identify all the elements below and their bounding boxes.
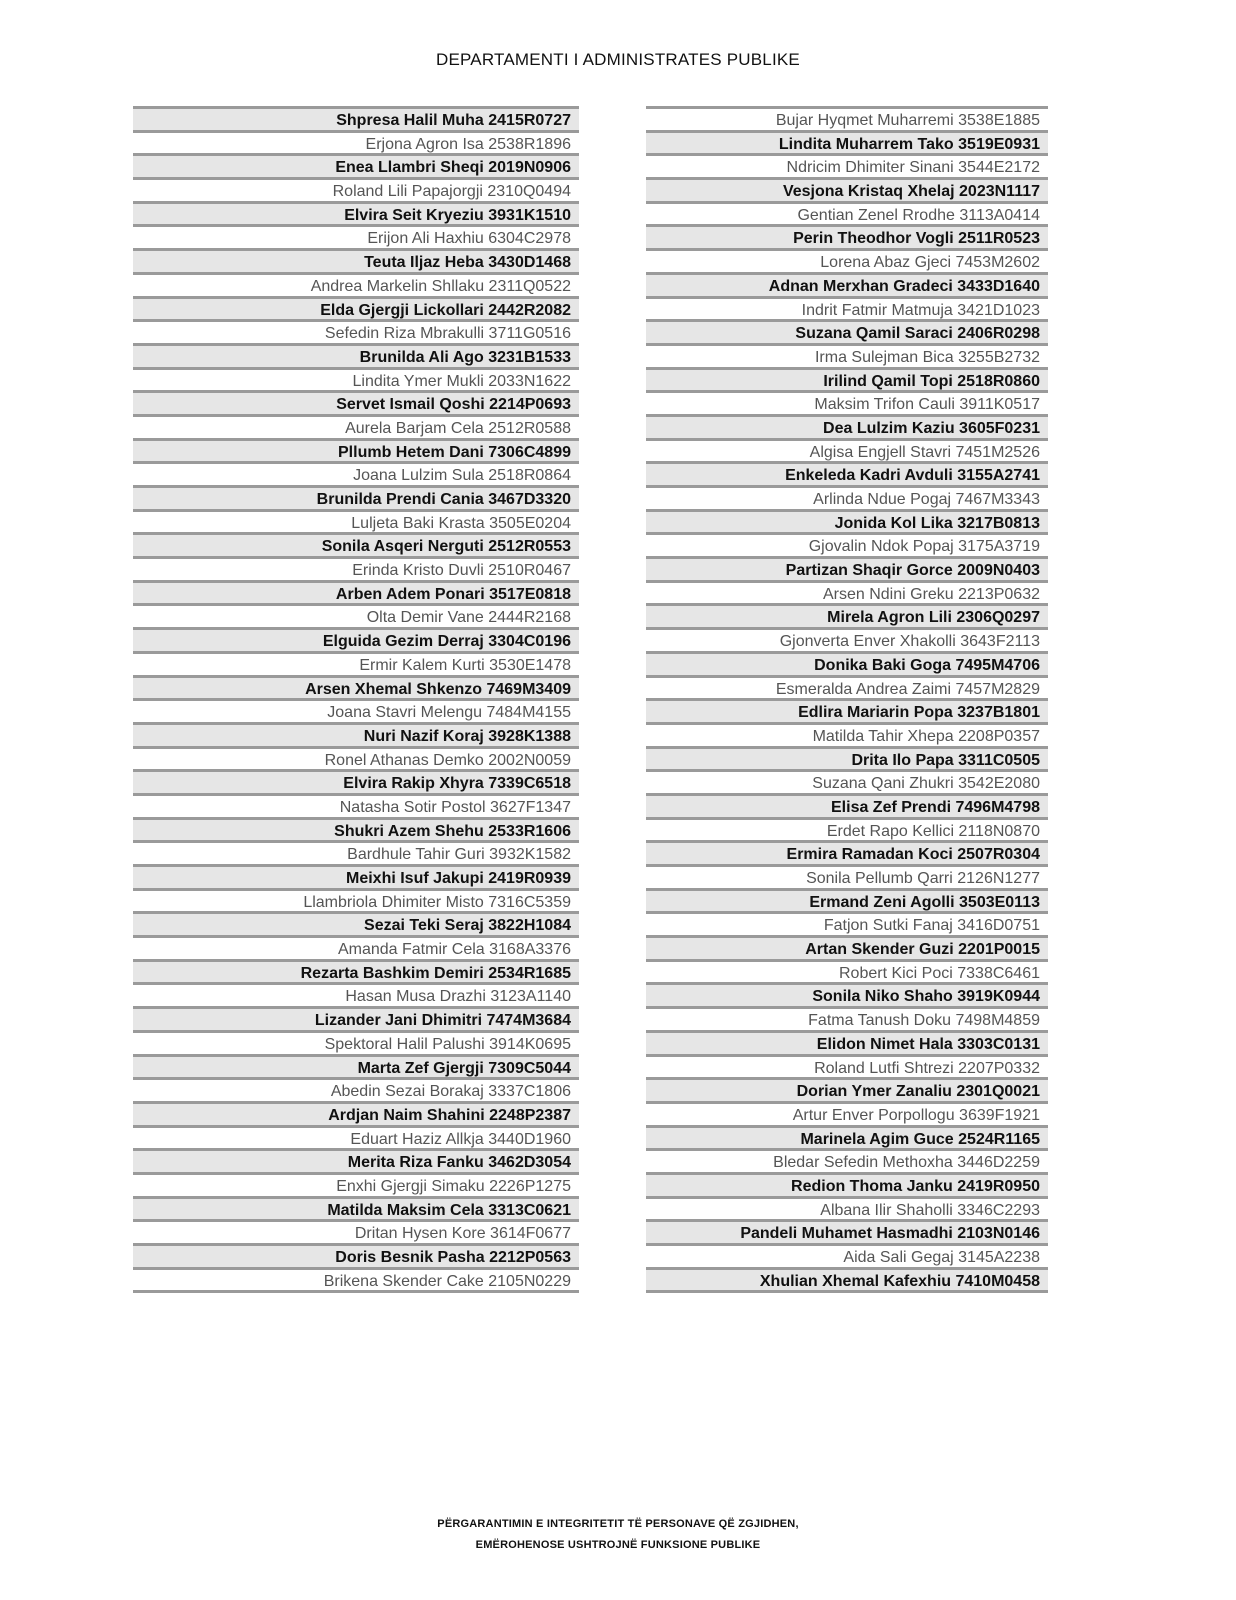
list-item: Aida Sali Gegaj 3145A2238 xyxy=(646,1246,1048,1270)
list-item: Servet Ismail Qoshi 2214P0693 xyxy=(133,393,579,417)
list-item: Brunilda Ali Ago 3231B1533 xyxy=(133,346,579,370)
list-item: Elvira Rakip Xhyra 7339C6518 xyxy=(133,772,579,796)
list-item: Shpresa Halil Muha 2415R0727 xyxy=(133,109,579,133)
list-item: Natasha Sotir Postol 3627F1347 xyxy=(133,796,579,820)
list-item: Ermira Ramadan Koci 2507R0304 xyxy=(646,843,1048,867)
list-item: Joana Lulzim Sula 2518R0864 xyxy=(133,464,579,488)
right-name-list xyxy=(646,106,1048,1293)
list-item: Elguida Gezim Derraj 3304C0196 xyxy=(133,630,579,654)
list-item: Andrea Markelin Shllaku 2311Q0522 xyxy=(133,275,579,299)
list-item: Joana Stavri Melengu 7484M4155 xyxy=(133,701,579,725)
list-item: Sonila Pellumb Qarri 2126N1277 xyxy=(646,867,1048,891)
list-item: Xhulian Xhemal Kafexhiu 7410M0458 xyxy=(646,1270,1048,1294)
list-item: Enea Llambri Sheqi 2019N0906 xyxy=(133,156,579,180)
footer-line-1: PËRGARANTIMIN E INTEGRITETIT TË PERSONAVE QË ZGJIDHEN, xyxy=(437,1518,799,1530)
list-item: Arben Adem Ponari 3517E0818 xyxy=(133,583,579,607)
list-item: Llambriola Dhimiter Misto 7316C5359 xyxy=(133,891,579,915)
list-item: Jonida Kol Lika 3217B0813 xyxy=(646,512,1048,536)
list-item: Aurela Barjam Cela 2512R0588 xyxy=(133,417,579,441)
list-item: Arlinda Ndue Pogaj 7467M3343 xyxy=(646,488,1048,512)
list-item: Ronel Athanas Demko 2002N0059 xyxy=(133,749,579,773)
list-item: Lindita Ymer Mukli 2033N1622 xyxy=(133,370,579,394)
list-item: Merita Riza Fanku 3462D3054 xyxy=(133,1151,579,1175)
list-item: Elidon Nimet Hala 3303C0131 xyxy=(646,1033,1048,1057)
list-item: Abedin Sezai Borakaj 3337C1806 xyxy=(133,1080,579,1104)
list-item: Gjovalin Ndok Popaj 3175A3719 xyxy=(646,535,1048,559)
list-item: Amanda Fatmir Cela 3168A3376 xyxy=(133,938,579,962)
list-item: Arsen Ndini Greku 2213P0632 xyxy=(646,583,1048,607)
list-item: Erdet Rapo Kellici 2118N0870 xyxy=(646,820,1048,844)
list-item: Erijon Ali Haxhiu 6304C2978 xyxy=(133,227,579,251)
list-item: Irilind Qamil Topi 2518R0860 xyxy=(646,370,1048,394)
list-item: Adnan Merxhan Gradeci 3433D1640 xyxy=(646,275,1048,299)
list-item: Ndricim Dhimiter Sinani 3544E2172 xyxy=(646,156,1048,180)
list-item: Matilda Maksim Cela 3313C0621 xyxy=(133,1199,579,1223)
list-item: Luljeta Baki Krasta 3505E0204 xyxy=(133,512,579,536)
list-item: Arsen Xhemal Shkenzo 7469M3409 xyxy=(133,678,579,702)
list-item: Vesjona Kristaq Xhelaj 2023N1117 xyxy=(646,180,1048,204)
list-item: Mirela Agron Lili 2306Q0297 xyxy=(646,606,1048,630)
list-item: Roland Lili Papajorgji 2310Q0494 xyxy=(133,180,579,204)
footer-line-2: EMËROHENOSE USHTROJNË FUNKSIONE PUBLIKE xyxy=(475,1539,761,1551)
list-item: Nuri Nazif Koraj 3928K1388 xyxy=(133,725,579,749)
list-item: Teuta Iljaz Heba 3430D1468 xyxy=(133,251,579,275)
list-item: Enkeleda Kadri Avduli 3155A2741 xyxy=(646,464,1048,488)
list-item: Redion Thoma Janku 2419R0950 xyxy=(646,1175,1048,1199)
list-item: Suzana Qani Zhukri 3542E2080 xyxy=(646,772,1048,796)
list-item: Sonila Asqeri Nerguti 2512R0553 xyxy=(133,535,579,559)
list-item: Lizander Jani Dhimitri 7474M3684 xyxy=(133,1009,579,1033)
list-item: Irma Sulejman Bica 3255B2732 xyxy=(646,346,1048,370)
list-item: Dorian Ymer Zanaliu 2301Q0021 xyxy=(646,1080,1048,1104)
list-item: Marta Zef Gjergji 7309C5044 xyxy=(133,1057,579,1081)
list-item: Artan Skender Guzi 2201P0015 xyxy=(646,938,1048,962)
list-item: Pllumb Hetem Dani 7306C4899 xyxy=(133,441,579,465)
page-footer xyxy=(0,1514,1236,1556)
list-item: Enxhi Gjergji Simaku 2226P1275 xyxy=(133,1175,579,1199)
list-item: Dea Lulzim Kaziu 3605F0231 xyxy=(646,417,1048,441)
list-item: Sonila Niko Shaho 3919K0944 xyxy=(646,985,1048,1009)
list-item: Roland Lutfi Shtrezi 2207P0332 xyxy=(646,1057,1048,1081)
list-item: Ermand Zeni Agolli 3503E0113 xyxy=(646,891,1048,915)
list-item: Bujar Hyqmet Muharremi 3538E1885 xyxy=(646,109,1048,133)
list-item: Donika Baki Goga 7495M4706 xyxy=(646,654,1048,678)
list-item: Suzana Qamil Saraci 2406R0298 xyxy=(646,322,1048,346)
list-item: Maksim Trifon Cauli 3911K0517 xyxy=(646,393,1048,417)
list-item: Edlira Mariarin Popa 3237B1801 xyxy=(646,701,1048,725)
list-item: Shukri Azem Shehu 2533R1606 xyxy=(133,820,579,844)
list-item: Ardjan Naim Shahini 2248P2387 xyxy=(133,1104,579,1128)
list-item: Marinela Agim Guce 2524R1165 xyxy=(646,1128,1048,1152)
document-title: DEPARTAMENTI I ADMINISTRATES PUBLIKE xyxy=(436,50,800,69)
list-item: Bledar Sefedin Methoxha 3446D2259 xyxy=(646,1151,1048,1175)
list-item: Drita Ilo Papa 3311C0505 xyxy=(646,749,1048,773)
list-item: Elisa Zef Prendi 7496M4798 xyxy=(646,796,1048,820)
list-item: Algisa Engjell Stavri 7451M2526 xyxy=(646,441,1048,465)
list-item: Partizan Shaqir Gorce 2009N0403 xyxy=(646,559,1048,583)
list-item: Erjona Agron Isa 2538R1896 xyxy=(133,133,579,157)
list-item: Fatjon Sutki Fanaj 3416D0751 xyxy=(646,914,1048,938)
list-item: Erinda Kristo Duvli 2510R0467 xyxy=(133,559,579,583)
left-name-list xyxy=(133,106,579,1293)
list-item: Brikena Skender Cake 2105N0229 xyxy=(133,1270,579,1294)
list-item: Elda Gjergji Lickollari 2442R2082 xyxy=(133,299,579,323)
list-item: Robert Kici Poci 7338C6461 xyxy=(646,962,1048,986)
list-item: Rezarta Bashkim Demiri 2534R1685 xyxy=(133,962,579,986)
list-item: Sezai Teki Seraj 3822H1084 xyxy=(133,914,579,938)
list-item: Indrit Fatmir Matmuja 3421D1023 xyxy=(646,299,1048,323)
list-item: Gjonverta Enver Xhakolli 3643F2113 xyxy=(646,630,1048,654)
list-item: Brunilda Prendi Cania 3467D3320 xyxy=(133,488,579,512)
list-item: Matilda Tahir Xhepa 2208P0357 xyxy=(646,725,1048,749)
list-item: Albana Ilir Shaholli 3346C2293 xyxy=(646,1199,1048,1223)
list-item: Pandeli Muhamet Hasmadhi 2103N0146 xyxy=(646,1222,1048,1246)
list-item: Fatma Tanush Doku 7498M4859 xyxy=(646,1009,1048,1033)
list-item: Bardhule Tahir Guri 3932K1582 xyxy=(133,843,579,867)
list-item: Spektoral Halil Palushi 3914K0695 xyxy=(133,1033,579,1057)
list-item: Elvira Seit Kryeziu 3931K1510 xyxy=(133,204,579,228)
list-item: Lindita Muharrem Tako 3519E0931 xyxy=(646,133,1048,157)
list-item: Gentian Zenel Rrodhe 3113A0414 xyxy=(646,204,1048,228)
list-item: Lorena Abaz Gjeci 7453M2602 xyxy=(646,251,1048,275)
list-item: Artur Enver Porpollogu 3639F1921 xyxy=(646,1104,1048,1128)
list-item: Dritan Hysen Kore 3614F0677 xyxy=(133,1222,579,1246)
list-item: Perin Theodhor Vogli 2511R0523 xyxy=(646,227,1048,251)
list-item: Hasan Musa Drazhi 3123A1140 xyxy=(133,985,579,1009)
list-item: Ermir Kalem Kurti 3530E1478 xyxy=(133,654,579,678)
list-item: Eduart Haziz Allkja 3440D1960 xyxy=(133,1128,579,1152)
list-item: Sefedin Riza Mbrakulli 3711G0516 xyxy=(133,322,579,346)
list-item: Olta Demir Vane 2444R2168 xyxy=(133,606,579,630)
list-item: Meixhi Isuf Jakupi 2419R0939 xyxy=(133,867,579,891)
list-item: Doris Besnik Pasha 2212P0563 xyxy=(133,1246,579,1270)
list-item: Esmeralda Andrea Zaimi 7457M2829 xyxy=(646,678,1048,702)
